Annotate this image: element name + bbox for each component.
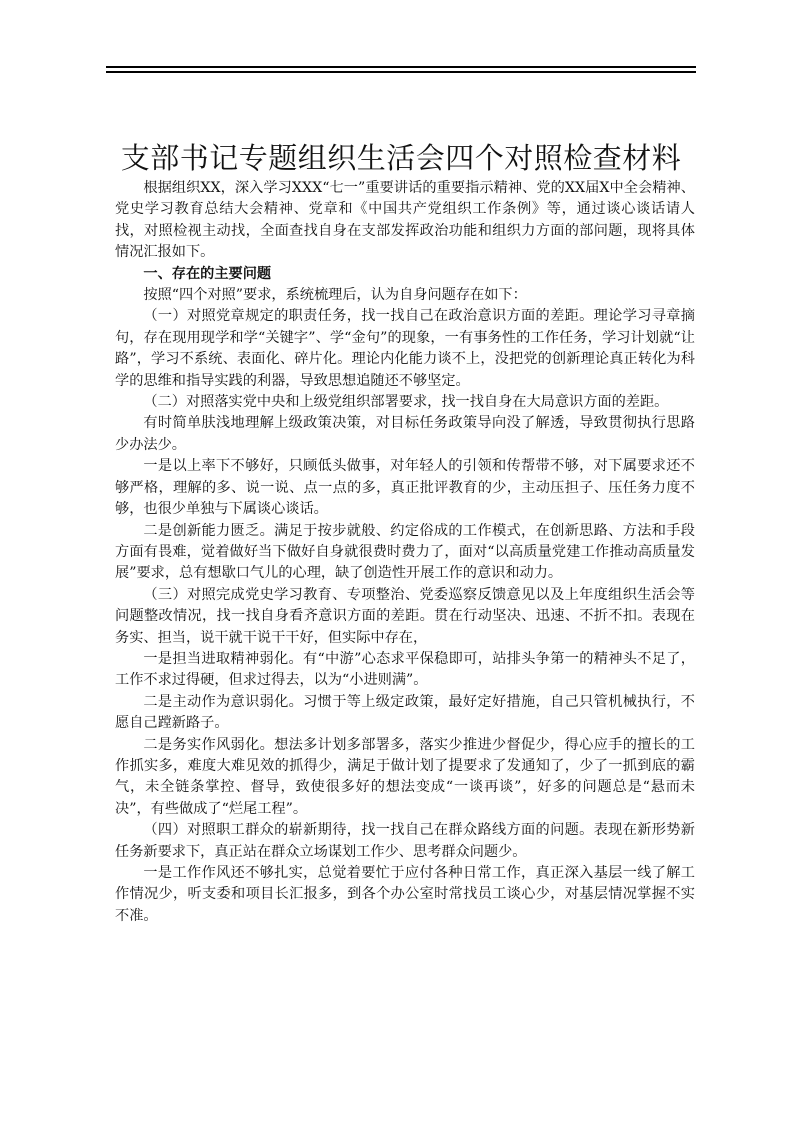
body-paragraph: （一）对照党章规定的职责任务，找一找自己在政治意识方面的差距。理论学习寻章摘句，存在现用现学和学“关键字”、学“金句”的现象，一有事务性的工作任务，学习计划就“让路”，学习不系统、表面化、碎片化。理论内化能力谈不上，没把党的创新理论真正转化为科学的思维和指导实践的利器，导致思想追随还不够坚定。 <box>115 308 695 389</box>
header-rule-thick <box>106 66 696 68</box>
body-paragraph: （二）对照落实党中央和上级党组织部署要求，找一找自身在大局意识方面的差距。 <box>143 394 669 411</box>
body-paragraph: 一是担当进取精神弱化。有“中游”心态求平保稳即可，站排头争第一的精神头不足了，工作不求过得硬，但求过得去，以为“小进则满”。 <box>115 650 695 689</box>
body-paragraph: 二是主动作为意识弱化。习惯于等上级定政策，最好定好措施，自己只管机械执行，不愿自己蹚新路子。 <box>115 693 695 732</box>
body-paragraph: 二是务实作风弱化。想法多计划多部署多，落实少推进少督促少，得心应手的擅长的工作抓实多，难度大难见效的抓得少，满足于做计划了提要求了发通知了，少了一抓到底的霸气，未全链条掌控、督导，致使很多好的想法变成“一谈再谈”，好多的问题总是“悬而未决”，有些做成了“烂尾工程”。 <box>115 736 695 817</box>
body-paragraph: 二是创新能力匮乏。满足于按步就般、约定俗成的工作模式，在创新思路、方法和手段方面有畏难，觉着做好当下做好自身就很费时费力了，面对“以高质量党建工作推动高质量发展”要求，总有想歇口气儿的心理，缺了创造性开展工作的意识和动力。 <box>115 522 695 582</box>
header-rule-thin <box>106 71 696 73</box>
section-heading: 一、存在的主要问题 <box>143 265 272 282</box>
body-paragraph: 一是工作作风还不够扎实，总觉着要忙于应付各种日常工作，真正深入基层一线了解工作情况少，听支委和项目长汇报多，到各个办公室时常找员工谈心少，对基层情况掌握不实不准。 <box>115 865 695 924</box>
body-paragraph: 按照“四个对照”要求，系统梳理后，认为自身问题存在如下： <box>143 287 527 304</box>
body-paragraph: 一是以上率下不够好，只顾低头做事，对年轻人的引领和传帮带不够，对下属要求还不够严格，理解的多、说一说、点一点的多，真正批评教育的少，主动压担子、压任务力度不够，也很少单独与下属谈心谈话。 <box>115 458 695 518</box>
body-paragraph: 有时简单肤浅地理解上级政策决策，对目标任务政策导向没了解透，导致贯彻执行思路少办法少。 <box>115 415 695 453</box>
body-paragraph: （三）对照完成党史学习教育、专项整治、党委巡察反馈意见以及上年度组织生活会等问题整改情况，找一找自身看齐意识方面的差距。贯在行动坚决、迅速、不折不扣。表现在务实、担当，说干就干说干干好，但实际中存在， <box>115 586 695 646</box>
document-title: 支部书记专题组织生活会四个对照检查材料 <box>120 141 682 175</box>
intro-paragraph: 根据组织XX，深入学习XXX“七一”重要讲话的重要指示精神、党的XX届X中全会精神、党史学习教育总结大会精神、党章和《中国共产党组织工作条例》等，通过谈心谈话请人找，对照检视主动找，全面查找自身在支部发挥政治功能和组织力方面的部问题，现将具体情况汇报如下。 <box>115 180 695 261</box>
document-body <box>115 178 695 927</box>
body-paragraph: （四）对照职工群众的崭新期待，找一找自己在群众路线方面的问题。表现在新形势新任务新要求下，真正站在群众立场谋划工作少、思考群众问题少。 <box>115 822 695 860</box>
